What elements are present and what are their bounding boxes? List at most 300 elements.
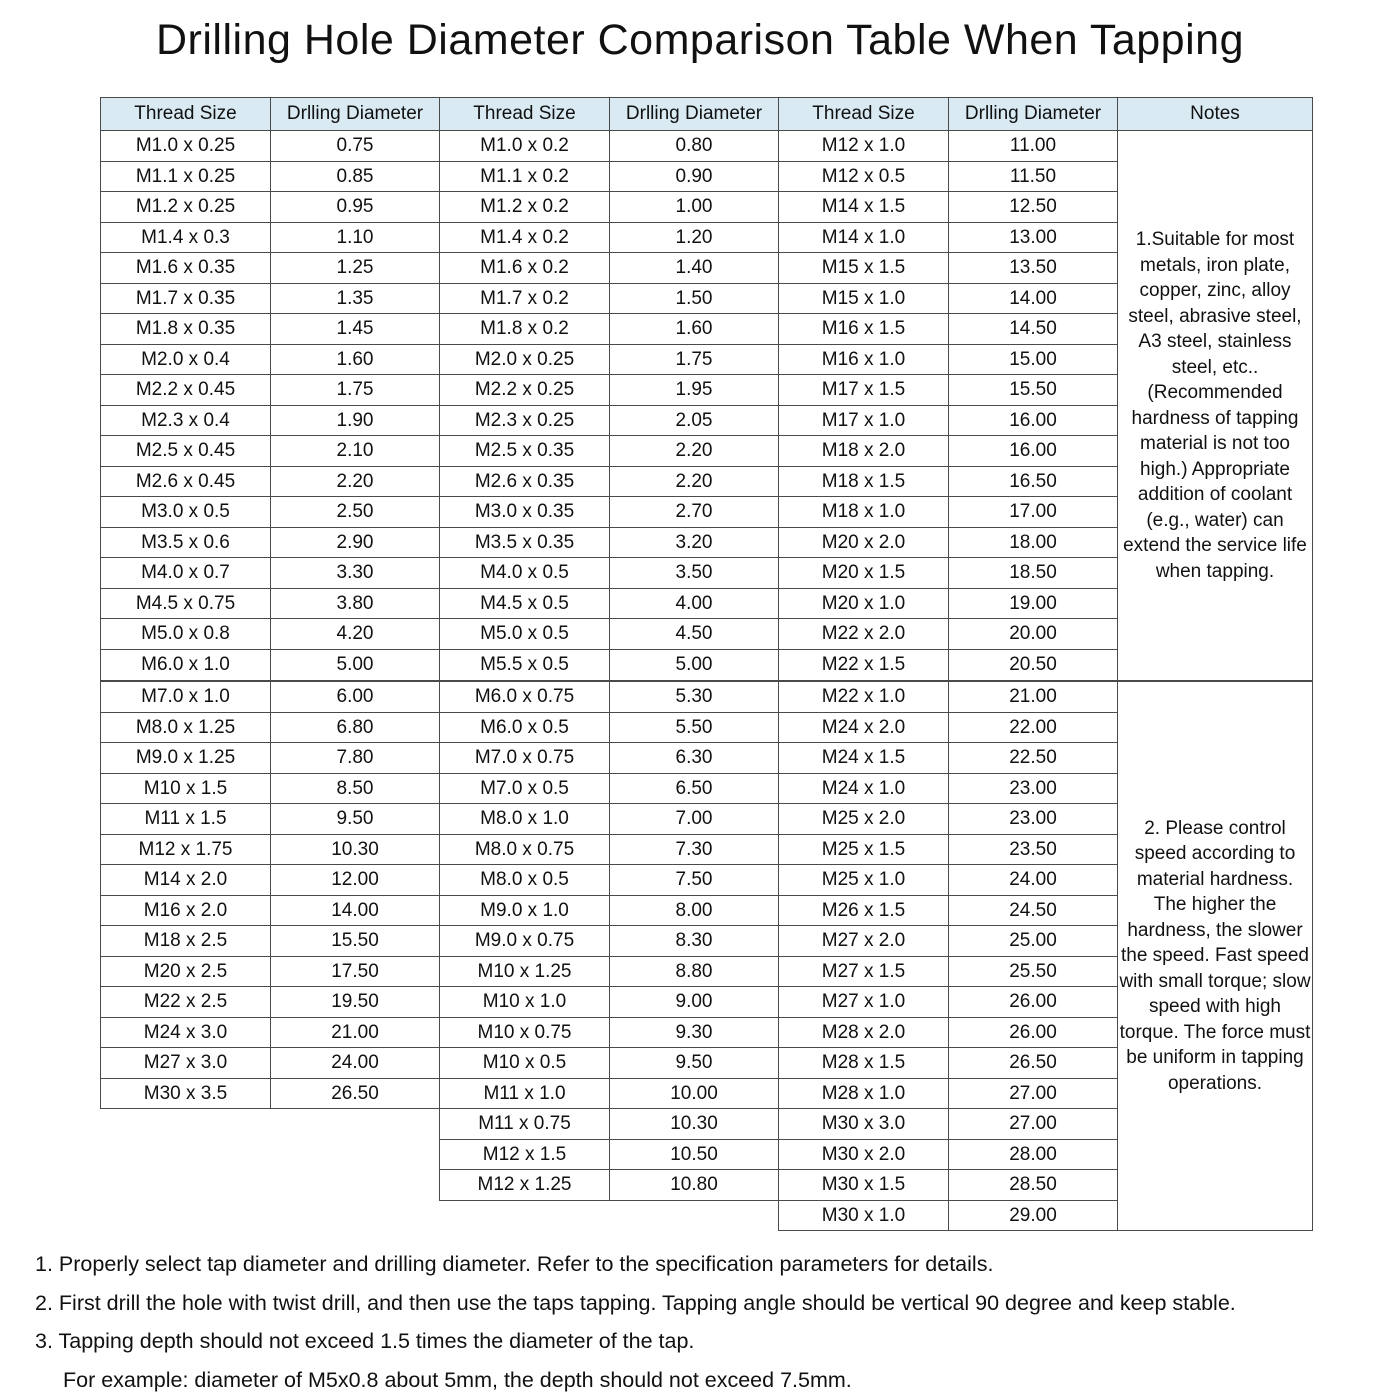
table-row [440,682,778,713]
thread-size-cell: M6.0 x 0.5 [440,713,610,744]
thread-size-cell: M1.4 x 0.3 [101,223,271,254]
thread-size-cell: M27 x 2.0 [779,926,949,957]
drilling-diameter-cell: 2.20 [271,467,439,498]
table-row [779,957,1117,988]
drilling-diameter-cell: 8.30 [610,926,778,957]
thread-size-cell: M4.0 x 0.7 [101,558,271,589]
thread-size-cell: M11 x 1.5 [101,804,271,835]
table-row [101,713,439,744]
drilling-diameter-cell: 0.75 [271,131,439,162]
table-row [779,497,1117,528]
table-row [440,406,778,437]
thread-size-cell: M3.5 x 0.35 [440,528,610,559]
thread-size-cell: M11 x 1.0 [440,1079,610,1110]
drilling-diameter-cell: 26.50 [949,1048,1117,1079]
thread-size-cell: M14 x 2.0 [101,865,271,896]
thread-size-cell: M3.5 x 0.6 [101,528,271,559]
thread-size-cell: M18 x 1.5 [779,467,949,498]
drilling-diameter-cell: 27.00 [949,1079,1117,1110]
table-row [779,345,1117,376]
drilling-diameter-cell: 15.00 [949,345,1117,376]
table-row [101,804,439,835]
drilling-diameter-cell: 24.00 [271,1048,439,1079]
table-row [779,1018,1117,1049]
drilling-diameter-cell: 7.00 [610,804,778,835]
drilling-diameter-cell: 28.50 [949,1170,1117,1201]
drilling-diameter-cell: 3.20 [610,528,778,559]
drilling-diameter-cell: 11.50 [949,162,1117,193]
drilling-diameter-cell: 24.50 [949,896,1117,927]
thread-size-cell: M20 x 1.5 [779,558,949,589]
table-row [779,713,1117,744]
drilling-diameter-cell: 13.00 [949,223,1117,254]
thread-size-cell: M1.2 x 0.25 [101,192,271,223]
drilling-diameter-cell: 20.50 [1009,653,1057,675]
drilling-diameter-cell: 23.00 [949,774,1117,805]
drilling-diameter-cell: 3.30 [271,558,439,589]
drilling-diameter-cell: 5.00 [336,653,374,675]
table-row [101,528,439,559]
thread-size-cell: M10 x 1.5 [101,774,271,805]
table-row [101,743,439,774]
drilling-diameter-cell: 16.00 [949,436,1117,467]
thread-size-cell: M9.0 x 1.25 [101,743,271,774]
table-row [779,865,1117,896]
thread-size-cell: M20 x 2.5 [101,957,271,988]
table-row [101,589,439,620]
drilling-diameter-cell: 10.50 [610,1140,778,1171]
thread-size-cell: M12 x 1.0 [779,131,949,162]
thread-size-cell: M2.2 x 0.25 [440,375,610,406]
drilling-diameter-cell: 21.00 [271,1018,439,1049]
drilling-diameter-cell: 4.20 [271,619,439,650]
drilling-diameter-cell: 8.80 [610,957,778,988]
drilling-diameter-cell: 15.50 [271,926,439,957]
thread-size-cell: M28 x 1.5 [779,1048,949,1079]
thread-size-cell: M27 x 3.0 [101,1048,271,1079]
drilling-diameter-cell: 7.30 [610,835,778,866]
thread-size-cell: M10 x 1.0 [440,987,610,1018]
thread-size-cell: M25 x 1.0 [779,865,949,896]
drilling-diameter-cell: 11.00 [949,131,1117,162]
table-row [779,896,1117,927]
thread-size-cell: M10 x 1.25 [440,957,610,988]
thread-size-cell: M2.5 x 0.45 [101,436,271,467]
drilling-comparison-table [100,97,1313,1231]
drilling-diameter-cell: 20.00 [949,619,1117,650]
thread-size-cell: M28 x 1.0 [779,1079,949,1110]
notes-column [1117,97,1313,1231]
table-row [440,804,778,835]
table-row [779,436,1117,467]
drilling-diameter-header: Drlling Diameter [610,98,778,131]
thread-size-header: Thread Size [101,98,271,131]
table-row [101,650,439,681]
drilling-diameter-cell: 25.50 [949,957,1117,988]
table-column-group-3 [778,97,1117,1231]
table-row [101,1048,439,1079]
thread-size-cell: M8.0 x 0.5 [440,865,610,896]
table-column-group-1 [100,97,439,1109]
drilling-diameter-cell: 1.60 [610,314,778,345]
drilling-diameter-cell: 1.95 [610,375,778,406]
table-row [440,1018,778,1049]
drilling-diameter-cell: 19.00 [949,589,1117,620]
thread-size-cell: M1.7 x 0.2 [440,284,610,315]
table-row [101,284,439,315]
drilling-diameter-cell: 25.00 [949,926,1117,957]
thread-size-cell: M5.0 x 0.8 [101,619,271,650]
drilling-diameter-cell: 14.50 [949,314,1117,345]
drilling-diameter-cell: 2.70 [610,497,778,528]
drilling-diameter-cell: 18.00 [949,528,1117,559]
drilling-diameter-cell: 1.35 [271,284,439,315]
table-row [779,650,1117,681]
thread-size-cell: M12 x 1.75 [101,835,271,866]
thread-size-cell: M1.4 x 0.2 [440,223,610,254]
table-row [440,1079,778,1110]
drilling-diameter-cell: 0.90 [610,162,778,193]
drilling-diameter-cell: 26.00 [949,987,1117,1018]
thread-size-cell: M2.5 x 0.35 [440,436,610,467]
thread-size-cell: M2.2 x 0.45 [101,375,271,406]
thread-size-cell: M1.0 x 0.2 [440,131,610,162]
table-row [779,284,1117,315]
drilling-diameter-cell: 1.60 [271,345,439,376]
drilling-diameter-cell: 9.30 [610,1018,778,1049]
drilling-diameter-cell: 0.95 [271,192,439,223]
thread-size-cell: M25 x 1.5 [779,835,949,866]
table-row [101,314,439,345]
table-row [101,345,439,376]
table-row [440,436,778,467]
thread-size-cell: M5.5 x 0.5 [440,650,610,681]
thread-size-cell: M27 x 1.0 [779,987,949,1018]
thread-size-cell: M12 x 0.5 [779,162,949,193]
drilling-diameter-cell: 26.50 [271,1079,439,1110]
thread-size-cell: M16 x 1.0 [779,345,949,376]
thread-size-cell: M24 x 3.0 [101,1018,271,1049]
drilling-diameter-header: Drlling Diameter [271,98,439,131]
header-row [779,98,1117,131]
table-row [440,1170,778,1201]
table-column-group-2 [439,97,778,1201]
table-row [779,743,1117,774]
drilling-diameter-cell: 1.50 [610,284,778,315]
table-row [440,375,778,406]
thread-size-cell: M1.8 x 0.2 [440,314,610,345]
table-row [779,1048,1117,1079]
table-row [779,162,1117,193]
drilling-diameter-cell: 8.00 [610,896,778,927]
thread-size-header: Thread Size [440,98,610,131]
table-row [101,987,439,1018]
thread-size-cell: M9.0 x 1.0 [440,896,610,927]
table-row [440,1140,778,1171]
drilling-diameter-cell: 21.00 [949,682,1117,713]
table-row [101,865,439,896]
thread-size-cell: M25 x 2.0 [779,804,949,835]
drilling-diameter-cell: 12.50 [949,192,1117,223]
table-row [440,589,778,620]
table-row [779,987,1117,1018]
drilling-diameter-cell: 12.00 [271,865,439,896]
table-row [440,253,778,284]
thread-size-cell: M18 x 1.0 [779,497,949,528]
thread-size-cell: M1.8 x 0.35 [101,314,271,345]
thread-size-cell: M2.0 x 0.4 [101,345,271,376]
thread-size-cell: M1.1 x 0.25 [101,162,271,193]
thread-size-cell: M16 x 2.0 [101,896,271,927]
thread-size-cell: M12 x 1.5 [440,1140,610,1171]
notes-header: Notes [1118,98,1312,131]
table-row [779,1140,1117,1171]
table-row [779,1079,1117,1110]
thread-size-cell: M9.0 x 0.75 [440,926,610,957]
table-row [779,1170,1117,1201]
thread-size-cell: M8.0 x 1.0 [440,804,610,835]
thread-size-cell: M22 x 1.5 [779,650,949,681]
drilling-diameter-header: Drlling Diameter [949,98,1117,131]
thread-size-cell: M2.3 x 0.25 [440,406,610,437]
table-row [101,896,439,927]
table-row [779,774,1117,805]
table-row [779,1201,1117,1232]
drilling-diameter-cell: 7.50 [610,865,778,896]
thread-size-cell: M28 x 2.0 [779,1018,949,1049]
thread-size-cell: M7.0 x 1.0 [101,682,271,713]
thread-size-cell: M30 x 1.5 [779,1170,949,1201]
table-row [779,314,1117,345]
page-title: Drilling Hole Diameter Comparison Table When Tapping [156,16,1244,64]
thread-size-cell: M4.0 x 0.5 [440,558,610,589]
drilling-diameter-cell: 16.50 [949,467,1117,498]
thread-size-cell: M30 x 3.0 [779,1109,949,1140]
table-row [440,619,778,650]
table-row [101,835,439,866]
thread-size-cell: M6.0 x 1.0 [101,650,271,681]
table-row [101,619,439,650]
table-row [101,467,439,498]
drilling-diameter-cell: 23.00 [949,804,1117,835]
table-row [440,192,778,223]
drilling-diameter-cell: 0.85 [271,162,439,193]
thread-size-cell: M1.0 x 0.25 [101,131,271,162]
drilling-diameter-cell: 1.45 [271,314,439,345]
drilling-diameter-cell: 22.00 [949,713,1117,744]
table-row [101,406,439,437]
table-row [440,467,778,498]
table-row [440,865,778,896]
footnote-2: 2. First drill the hole with twist drill, and then use the taps tapping. Tapping angle should be vertical 90 degree and keep stable. [35,1290,1236,1315]
drilling-diameter-cell: 1.20 [610,223,778,254]
thread-size-cell: M12 x 1.25 [440,1170,610,1201]
drilling-diameter-cell: 3.50 [610,558,778,589]
drilling-diameter-cell: 5.50 [610,713,778,744]
drilling-diameter-cell: 2.05 [610,406,778,437]
thread-size-cell: M1.7 x 0.35 [101,284,271,315]
table-section-bottom [101,680,439,1109]
footnotes [35,1252,1375,1400]
table-row [779,223,1117,254]
thread-size-cell: M15 x 1.5 [779,253,949,284]
table-row [101,436,439,467]
table-row [440,223,778,254]
drilling-diameter-cell: 22.50 [949,743,1117,774]
drilling-diameter-cell: 13.50 [949,253,1117,284]
table-row [101,957,439,988]
thread-size-cell: M22 x 2.0 [779,619,949,650]
table-row [440,497,778,528]
table-row [440,926,778,957]
table-row [440,957,778,988]
table-row [440,743,778,774]
thread-size-cell: M2.3 x 0.4 [101,406,271,437]
drilling-diameter-cell: 1.75 [610,345,778,376]
drilling-diameter-cell: 28.00 [949,1140,1117,1171]
drilling-diameter-cell: 5.00 [675,653,713,675]
drilling-diameter-cell: 23.50 [949,835,1117,866]
thread-size-cell: M2.6 x 0.45 [101,467,271,498]
drilling-diameter-cell: 2.90 [271,528,439,559]
table-row [101,1018,439,1049]
table-row [779,192,1117,223]
thread-size-cell: M18 x 2.5 [101,926,271,957]
table-row [440,896,778,927]
table-section-top [440,131,778,680]
drilling-diameter-cell: 2.10 [271,436,439,467]
drilling-diameter-cell: 24.00 [949,865,1117,896]
drilling-diameter-cell: 14.00 [949,284,1117,315]
drilling-diameter-cell: 10.00 [610,1079,778,1110]
drilling-diameter-cell: 1.40 [610,253,778,284]
drilling-diameter-cell: 2.50 [271,497,439,528]
thread-size-cell: M3.0 x 0.35 [440,497,610,528]
table-row [440,650,778,681]
thread-size-cell: M6.0 x 0.75 [440,682,610,713]
thread-size-cell: M15 x 1.0 [779,284,949,315]
drilling-diameter-cell: 4.00 [610,589,778,620]
table-row [779,589,1117,620]
thread-size-header: Thread Size [779,98,949,131]
footnote-1: 1. Properly select tap diameter and drilling diameter. Refer to the specification parameters for details. [35,1252,994,1276]
drilling-diameter-cell: 1.00 [610,192,778,223]
thread-size-cell: M10 x 0.75 [440,1018,610,1049]
drilling-diameter-cell: 1.90 [271,406,439,437]
drilling-diameter-cell: 10.80 [610,1170,778,1201]
table-row [779,926,1117,957]
table-row [779,467,1117,498]
thread-size-cell: M24 x 2.0 [779,713,949,744]
table-row [779,528,1117,559]
drilling-diameter-cell: 4.50 [610,619,778,650]
thread-size-cell: M27 x 1.5 [779,957,949,988]
thread-size-cell: M4.5 x 0.75 [101,589,271,620]
drilling-diameter-cell: 1.25 [271,253,439,284]
table-row [101,192,439,223]
table-row [440,1109,778,1140]
table-row [101,375,439,406]
drilling-diameter-cell: 9.50 [610,1048,778,1079]
table-row [101,131,439,162]
thread-size-cell: M20 x 1.0 [779,589,949,620]
table-row [101,682,439,713]
table-row [440,284,778,315]
drilling-diameter-cell: 7.80 [271,743,439,774]
table-row [101,162,439,193]
drilling-diameter-cell: 2.20 [610,436,778,467]
thread-size-cell: M5.0 x 0.5 [440,619,610,650]
table-row [440,1048,778,1079]
thread-size-cell: M22 x 1.0 [779,682,949,713]
thread-size-cell: M17 x 1.0 [779,406,949,437]
thread-size-cell: M7.0 x 0.75 [440,743,610,774]
drilling-diameter-cell: 17.00 [949,497,1117,528]
table-section-top [101,131,439,680]
thread-size-cell: M22 x 2.5 [101,987,271,1018]
thread-size-cell: M7.0 x 0.5 [440,774,610,805]
table-row [101,558,439,589]
drilling-diameter-cell: 0.80 [610,131,778,162]
footnote-3: 3. Tapping depth should not exceed 1.5 times the diameter of the tap. [35,1329,695,1353]
table-row [440,162,778,193]
table-row [440,774,778,805]
drilling-diameter-cell: 27.00 [949,1109,1117,1140]
thread-size-cell: M2.6 x 0.35 [440,467,610,498]
thread-size-cell: M4.5 x 0.5 [440,589,610,620]
thread-size-cell: M30 x 3.5 [101,1079,271,1110]
thread-size-cell: M24 x 1.5 [779,743,949,774]
table-row [440,528,778,559]
drilling-diameter-cell: 8.50 [271,774,439,805]
drilling-diameter-cell: 6.50 [610,774,778,805]
table-row [779,253,1117,284]
table-row [101,1079,439,1110]
note-cell-1: 1.Suitable for most metals, iron plate, copper, zinc, alloy steel, abrasive steel, A3 steel, stainless steel, etc..(Recommended hardness of tapping material is not too high.) Appropriate addition of coolant (e.g., water) can extend the service life when tapping. [1123,229,1307,582]
thread-size-cell: M1.6 x 0.35 [101,253,271,284]
table-row [779,1109,1117,1140]
drilling-diameter-cell: 14.00 [271,896,439,927]
table-row [779,375,1117,406]
table-row [440,558,778,589]
thread-size-cell: M18 x 2.0 [779,436,949,467]
thread-size-cell: M26 x 1.5 [779,896,949,927]
table-row [440,987,778,1018]
drilling-diameter-cell: 1.75 [271,375,439,406]
drilling-diameter-cell: 5.30 [610,682,778,713]
table-row [101,223,439,254]
table-row [101,497,439,528]
thread-size-cell: M10 x 0.5 [440,1048,610,1079]
drilling-diameter-cell: 6.00 [271,682,439,713]
thread-size-cell: M1.1 x 0.2 [440,162,610,193]
thread-size-cell: M24 x 1.0 [779,774,949,805]
drilling-diameter-cell: 19.50 [271,987,439,1018]
thread-size-cell: M14 x 1.0 [779,223,949,254]
thread-size-cell: M11 x 0.75 [440,1109,610,1140]
table-row [440,835,778,866]
table-row [101,774,439,805]
table-row [440,314,778,345]
drilling-diameter-cell: 26.00 [949,1018,1117,1049]
thread-size-cell: M14 x 1.5 [779,192,949,223]
footnote-3-example: For example: diameter of M5x0.8 about 5mm, the depth should not exceed 7.5mm. [63,1367,852,1392]
table-row [779,406,1117,437]
thread-size-cell: M8.0 x 0.75 [440,835,610,866]
header-row [101,98,439,131]
thread-size-cell: M30 x 1.0 [779,1201,949,1232]
table-row [779,804,1117,835]
